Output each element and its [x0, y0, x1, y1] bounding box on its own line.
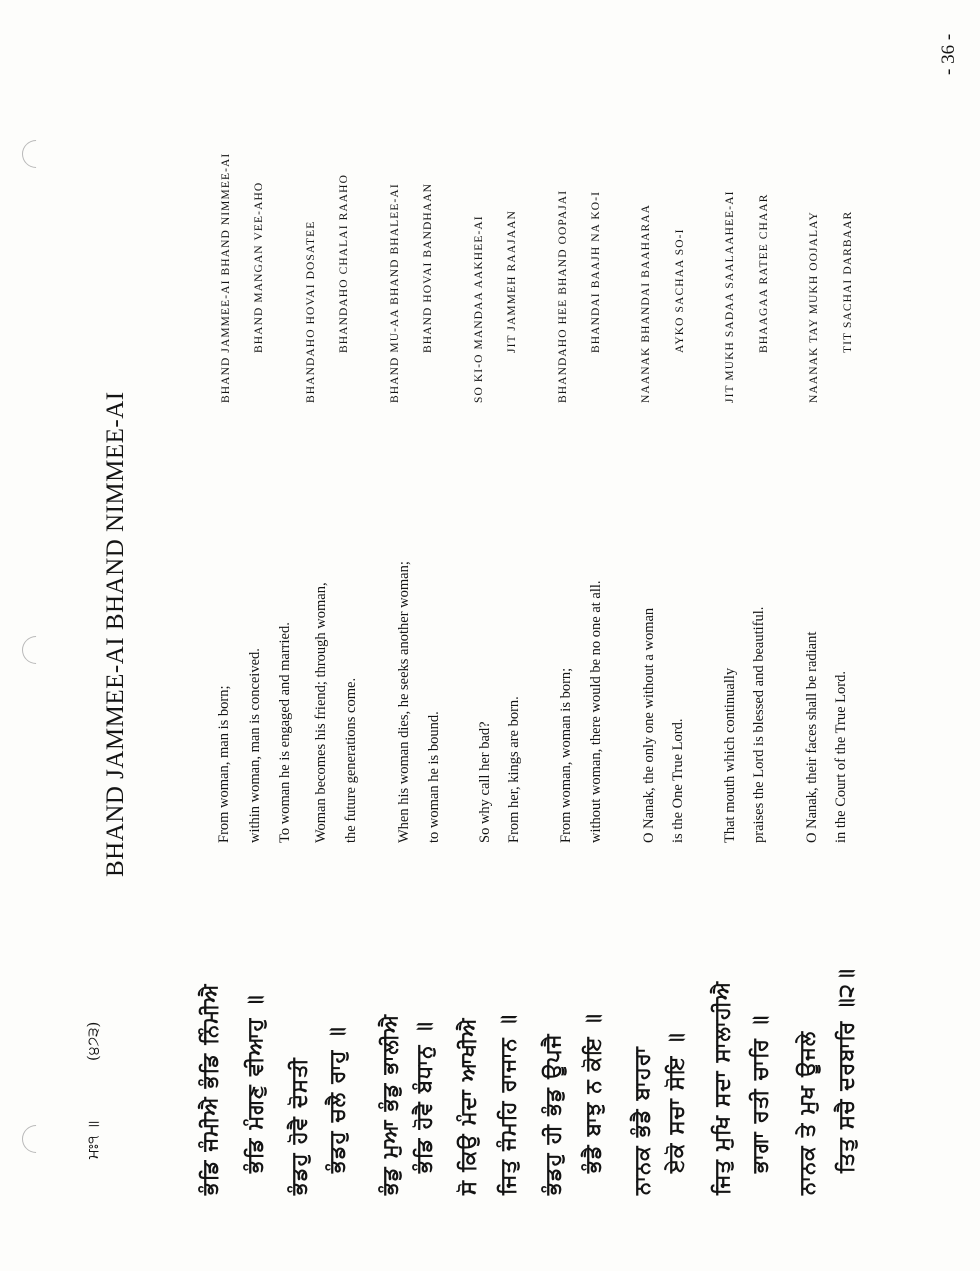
gurmukhi-line: ਨਾਨਕ ਭੰਡੈ ਬਾਹਰਾ: [630, 1046, 654, 1195]
transliteration-line: JIT JAMMEH RAAJAAN: [506, 210, 518, 353]
english-line: From woman, man is born;: [216, 685, 232, 843]
transliteration-line: BHANDAHO HEE BHAND OOPAJAI: [557, 189, 569, 403]
english-line: That mouth which continually: [722, 667, 738, 843]
english-line: the future generations come.: [343, 677, 359, 843]
rotated-content: - 36 - BHAND JAMMEE-AI BHAND NIMMEE-AI ਮਃ੧ ॥ (੪੭੩) ਭੰਡਿ ਜੰਮੀਐ ਭੰਡਿ ਨਿੰਮੀਐ ਭੰਡਿ ਮੰਗਣੁ ਵੀਆਹੁ ॥ ਭੰਡਹੁ ਹੋਵੈ ਦੋਸਤੀ ਭੰਡਹੁ ਚਲੈ ਰਾਹੁ ॥ ਭੰਡੁ ਮੁਆ ਭੰਡੁ ਭਾਲੀਐ ਭੰਡਿ ਹੋਵੈ ਬੰਧਾਨੁ ॥ ਸੋ ਕਿਉ ਮੰਦਾ ਆਖੀਐ ਜਿਤੁ ਜੰਮਹਿ ਰਾਜਾਨ ॥ ਭੰਡਹੁ ਹੀ ਭੰਡੁ ਊਪਜੈ ਭੰਡੈ ਬਾਝੁ ਨ ਕੋਇ ॥ ਨਾਨਕ ਭੰਡੈ ਬਾਹਰਾ ਏਕੋ ਸਚਾ ਸੋਇ ॥ ਜਿਤੁ ਮੁਖਿ ਸਦਾ ਸਾਲਾਹੀਐ ਭਾਗਾ ਰਤੀ ਚਾਰਿ ॥ ਨਾਨਕ ਤੇ ਮੁਖ ਊਜਲੇ ਤਿਤੁ ਸਚੈ ਦਰਬਾਰਿ ॥੨॥ From woman, man is born; within woman, man is conceived. To woman he is engaged and married. Woman becomes his friend; through woman, the future generations come. When his woman dies, he seeks another woman; to woman he is bound. So why call her bad? From her, kings are born. From woman, woman is born; without woman, there would be no one at all. O Nanak, the only one without a woman is the One True Lord. That mouth which continually praises the Lord is blessed and beautiful. O Nanak, their faces shall be radiant in the Court of the True Lord. BHAND JAMMEE-AI BHAND NIMMEE-AI BHAND MANGAN VEE-AHO BHANDAHO HOVAI DOSATEE BHANDAHO CHALAI RAAHO BHAND MU-AA BHAND BHALEE-AI BHAND HOVAI BANDHAAN SO KI-O MANDAA AAKHEE-AI JIT JAMMEH RAAJAAN BHANDAHO HEE BHAND OOPAJAI BHANDAI BAAJH NA KO-I NAANAK BHANDAI BAAHARAA AYKO SACHAA SO-I JIT MUKH SADAA SAALAAHEE-AI BHAAGAA RATEE CHAAR NAANAK TAY MUKH OOJALAY TIT SACHAI DARBAAR: [84, 33, 959, 1195]
gurmukhi-line: ਭੰਡਿ ਜੰਮੀਐ ਭੰਡਿ ਨਿੰਮੀਐ: [198, 983, 222, 1195]
gurmukhi-line: ਜਿਤੁ ਜੰਮਹਿ ਰਾਜਾਨ ॥: [496, 1013, 520, 1195]
gurmukhi-line: ਭੰਡੈ ਬਾਝੁ ਨ ਕੋਇ ॥: [581, 1013, 605, 1173]
transliteration-line: BHANDAHO CHALAI RAAHO: [338, 174, 350, 353]
english-line: O Nanak, the only one without a woman: [641, 607, 657, 843]
gurmukhi-line: ਭੰਡਹੁ ਹੀ ਭੰਡੁ ਊਪਜੈ: [541, 1033, 565, 1195]
header-mehla: ਮਃ੧ ॥: [84, 1120, 102, 1159]
transliteration-line: BHANDAI BAAJH NA KO-I: [590, 190, 602, 353]
english-line: in the Court of the True Lord.: [833, 671, 849, 843]
gurmukhi-line: ਤਿਤੁ ਸਚੈ ਦਰਬਾਰਿ ॥੨॥: [834, 968, 858, 1173]
gurmukhi-line: ਨਾਨਕ ਤੇ ਮੁਖ ਊਜਲੇ: [795, 1030, 819, 1195]
gurmukhi-line: ਭੰਡਹੁ ਹੋਵੈ ਦੋਸਤੀ: [287, 1057, 311, 1195]
gurmukhi-line: ਭੰਡਿ ਹੋਵੈ ਬੰਧਾਨੁ ॥: [412, 1021, 436, 1173]
english-line: is the One True Lord.: [670, 718, 686, 843]
english-line: From woman, woman is born;: [558, 667, 574, 843]
english-line: O Nanak, their faces shall be radiant: [804, 631, 820, 843]
english-line: Woman becomes his friend; through woman,: [313, 582, 329, 843]
english-line: to woman he is bound.: [426, 711, 442, 843]
gurmukhi-line: ਭੰਡਿ ਮੰਗਣੁ ਵੀਆਹੁ ॥: [243, 994, 267, 1173]
header-ang-number: (੪੭੩): [84, 1021, 102, 1061]
transliteration-line: BHAND MU-AA BHAND BHALEE-AI: [389, 183, 401, 403]
english-line: To woman he is engaged and married.: [277, 622, 293, 843]
transliteration-line: BHAND MANGAN VEE-AHO: [253, 181, 265, 353]
gurmukhi-line: ਏਕੋ ਸਚਾ ਸੋਇ ॥: [664, 1032, 688, 1173]
page-title: BHAND JAMMEE-AI BHAND NIMMEE-AI: [102, 391, 129, 877]
transliteration-line: BHAND JAMMEE-AI BHAND NIMMEE-AI: [220, 152, 232, 403]
gurmukhi-line: ਭਾਗਾ ਰਤੀ ਚਾਰਿ ॥: [748, 1014, 772, 1173]
gurmukhi-line: ਭੰਡਹੁ ਚਲੈ ਰਾਹੁ ॥: [325, 1026, 349, 1173]
english-line: When his woman dies, he seeks another woman;: [396, 561, 412, 843]
transliteration-line: BHAND HOVAI BANDHAAN: [422, 182, 434, 353]
transliteration-line: NAANAK TAY MUKH OOJALAY: [808, 211, 820, 403]
gurmukhi-line: ਭੰਡੁ ਮੁਆ ਭੰਡੁ ਭਾਲੀਐ: [378, 1013, 402, 1195]
transliteration-line: AYKO SACHAA SO-I: [674, 228, 686, 353]
english-line: within woman, man is conceived.: [247, 648, 263, 843]
gurmukhi-line: ਜਿਤੁ ਮੁਖਿ ਸਦਾ ਸਾਲਾਹੀਐ: [710, 980, 734, 1195]
transliteration-line: TIT SACHAI DARBAAR: [842, 210, 854, 353]
transliteration-line: BHAAGAA RATEE CHAAR: [758, 193, 770, 353]
english-line: From her, kings are born.: [506, 696, 522, 843]
transliteration-line: NAANAK BHANDAI BAAHARAA: [640, 203, 652, 403]
transliteration-line: JIT MUKH SADAA SAALAAHEE-AI: [724, 190, 736, 403]
transliteration-line: BHANDAHO HOVAI DOSATEE: [305, 220, 317, 403]
transliteration-line: SO KI-O MANDAA AAKHEE-AI: [473, 215, 485, 403]
english-line: So why call her bad?: [477, 721, 493, 843]
english-line: without woman, there would be no one at all.: [588, 580, 604, 843]
english-line: praises the Lord is blessed and beautiful.: [751, 606, 767, 843]
gurmukhi-line: ਸੋ ਕਿਉ ਮੰਦਾ ਆਖੀਐ: [456, 1017, 480, 1195]
